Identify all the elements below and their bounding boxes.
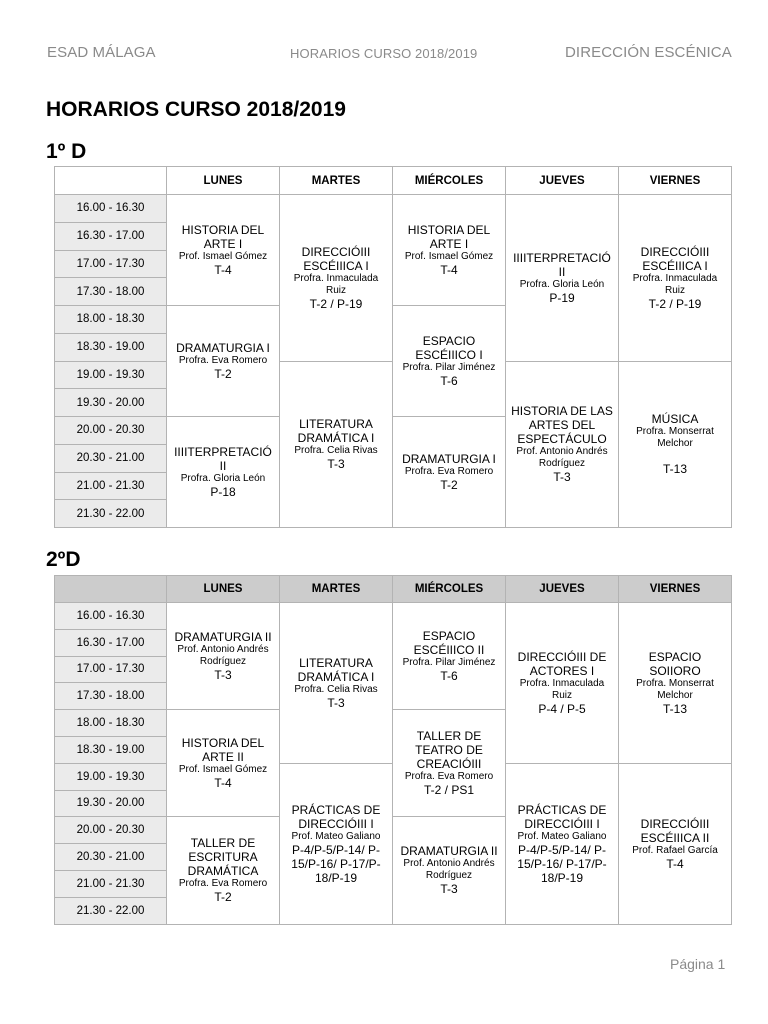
class-block — [167, 710, 280, 817]
class-block — [393, 417, 506, 528]
subject-name: DRAMATURGIA II — [174, 630, 272, 645]
time-row — [55, 603, 732, 630]
room-code: T-2 / P-19 — [309, 296, 363, 311]
room-code: P-4/P-5/P-14/ P-15/P-16/ P-17/P-18/P-19 — [291, 842, 381, 885]
professor-name: Prof. Ismael Gómez — [178, 251, 268, 262]
time-slot: 16.30 - 17.00 — [55, 222, 167, 250]
subject-name: LITERATURA DRAMÁTICA I — [297, 655, 375, 684]
class-block — [167, 603, 280, 710]
time-slot: 18.30 - 19.00 — [55, 736, 167, 763]
subject-name: PRÁCTICAS DE DIRECCIÓIII I — [517, 802, 607, 831]
subject-name: LITERATURA DRAMÁTICA I — [297, 417, 375, 446]
time-slot: 17.30 - 18.00 — [55, 683, 167, 710]
room-code: T-2 / P-19 — [648, 296, 702, 311]
room-code: P-19 — [549, 290, 575, 305]
time-slot: 16.00 - 16.30 — [55, 603, 167, 630]
time-slot: 21.30 - 22.00 — [55, 897, 167, 924]
subject-name: DIRECCIÓIII DE ACTORES I — [517, 649, 607, 678]
professor-name: Profra. Inmaculada Ruiz — [519, 677, 605, 701]
room-code: T-3 — [440, 882, 458, 897]
subject-name: DRAMATURGIA II — [400, 844, 498, 859]
time-slot: 18.30 - 19.00 — [55, 333, 167, 361]
day-header: LUNES — [167, 576, 280, 603]
class-block — [506, 763, 619, 924]
professor-name: Profra. Monserrat Melchor — [636, 426, 714, 450]
time-slot: 16.00 - 16.30 — [55, 195, 167, 223]
day-header: MARTES — [280, 167, 393, 195]
room-code: T-13 — [662, 701, 687, 716]
professor-name: Prof. Antonio Andrés Rodríguez — [403, 858, 495, 882]
day-header: MARTES — [280, 576, 393, 603]
class-block — [619, 361, 732, 528]
subject-name: IIIITERPRETACIÓ II — [174, 445, 272, 473]
header-corner — [55, 576, 167, 603]
day-header: JUEVES — [506, 576, 619, 603]
page-title: HORARIOS CURSO 2018/2019 — [46, 98, 346, 121]
class-block — [280, 361, 393, 528]
time-slot: 20.00 - 20.30 — [55, 417, 167, 445]
professor-name: Profra. Inmaculada Ruiz — [293, 272, 379, 296]
section-title-1d: 1º D — [46, 140, 87, 163]
subject-name: IIIITERPRETACIÓ II — [513, 250, 611, 279]
professor-name: Profra. Inmaculada Ruiz — [632, 272, 718, 296]
subject-name: HISTORIA DEL ARTE II — [181, 736, 265, 765]
time-slot: 21.00 - 21.30 — [55, 870, 167, 897]
time-slot: 21.00 - 21.30 — [55, 472, 167, 500]
room-code: T-4 — [666, 856, 684, 871]
time-slot: 17.00 - 17.30 — [55, 656, 167, 683]
class-block — [393, 710, 506, 817]
time-slot: 18.00 - 18.30 — [55, 710, 167, 737]
day-header-row — [55, 576, 732, 603]
room-code: T-3 — [214, 668, 232, 683]
header-school: ESAD MÁLAGA — [47, 44, 156, 61]
time-slot: 19.00 - 19.30 — [55, 763, 167, 790]
professor-name: Profra. Eva Romero — [404, 466, 494, 477]
professor-name: Prof. Antonio Andrés Rodríguez — [177, 644, 269, 668]
class-block — [393, 603, 506, 710]
subject-name: ESPACIO ESCÉIIICO II — [413, 629, 485, 658]
time-slot: 17.30 - 18.00 — [55, 278, 167, 306]
room-code: T-3 — [327, 457, 345, 472]
subject-name: MÚSICA — [651, 412, 699, 427]
class-block — [393, 195, 506, 306]
day-header: VIERNES — [619, 576, 732, 603]
class-block — [167, 306, 280, 417]
header-course: HORARIOS CURSO 2018/2019 — [290, 46, 478, 61]
day-header: VIERNES — [619, 167, 732, 195]
section-title-2d: 2ºD — [46, 548, 81, 571]
time-slot: 21.30 - 22.00 — [55, 500, 167, 528]
class-block — [167, 195, 280, 306]
room-code: T-4 — [214, 776, 232, 791]
class-block — [619, 603, 732, 764]
day-header: MIÉRCOLES — [393, 167, 506, 195]
header-department: DIRECCIÓN ESCÉNICA — [565, 44, 732, 61]
professor-name: Profra. Eva Romero — [178, 355, 268, 366]
day-header: JUEVES — [506, 167, 619, 195]
class-block — [167, 817, 280, 924]
subject-name: TALLER DE ESCRITURA DRAMÁTICA — [187, 836, 259, 879]
day-header-row — [55, 167, 732, 195]
class-block — [619, 195, 732, 362]
professor-name: Profra. Celia Rivas — [294, 683, 378, 695]
subject-name: ESPACIO SOIIORO — [648, 649, 702, 678]
time-slot: 20.30 - 21.00 — [55, 844, 167, 871]
day-header: LUNES — [167, 167, 280, 195]
page-number: Página 1 — [670, 956, 726, 972]
subject-name: HISTORIA DE LAS ARTES DEL ESPECTÁCULO — [511, 404, 613, 447]
class-block — [393, 817, 506, 924]
time-slot: 16.30 - 17.00 — [55, 629, 167, 656]
room-code: T-6 — [440, 669, 458, 684]
room-code: P-4/P-5/P-14/ P-15/P-16/ P-17/P-18/P-19 — [517, 842, 607, 885]
room-code: P-4 / P-5 — [538, 701, 586, 716]
room-code: T-3 — [327, 695, 345, 710]
subject-name: TALLER DE TEATRO DE CREACIÓIII — [415, 729, 483, 772]
professor-name: Profra. Gloria León — [519, 278, 605, 290]
time-slot: 19.30 - 20.00 — [55, 389, 167, 417]
subject-name: DRAMATURGIA I — [402, 452, 496, 466]
subject-name: ESPACIO ESCÉIIICO I — [415, 334, 483, 362]
room-code: T-6 — [440, 374, 458, 388]
professor-name: Prof. Mateo Galiano — [517, 830, 607, 842]
time-slot: 19.30 - 20.00 — [55, 790, 167, 817]
professor-name: Profra. Eva Romero — [404, 771, 494, 783]
time-slot: 20.30 - 21.00 — [55, 444, 167, 472]
professor-name: Profra. Gloria León — [180, 473, 266, 484]
professor-name: Profra. Eva Romero — [178, 878, 268, 890]
subject-name: DIRECCIÓIII ESCÉIIICA I — [301, 244, 371, 273]
time-row — [55, 195, 732, 223]
professor-name: Profra. Pilar Jiménez — [402, 362, 496, 373]
class-block — [280, 763, 393, 924]
subject-name: DIRECCIÓIII ESCÉIIICA I — [640, 244, 710, 273]
day-header: MIÉRCOLES — [393, 576, 506, 603]
schedule-table-2d — [54, 575, 732, 925]
room-code: T-2 — [214, 367, 232, 381]
class-block — [280, 195, 393, 362]
room-code: P-18 — [210, 485, 236, 499]
professor-name: Prof. Ismael Gómez — [178, 764, 268, 776]
room-code: T-2 / PS1 — [423, 783, 475, 798]
class-block — [393, 306, 506, 417]
class-block — [280, 603, 393, 764]
class-block — [619, 763, 732, 924]
professor-name: Profra. Celia Rivas — [294, 445, 378, 457]
time-slot: 20.00 - 20.30 — [55, 817, 167, 844]
class-block — [506, 195, 619, 362]
schedule-table-1d — [54, 166, 732, 528]
time-slot: 19.00 - 19.30 — [55, 361, 167, 389]
subject-name: DRAMATURGIA I — [176, 341, 270, 355]
header-corner — [55, 167, 167, 195]
professor-name: Prof. Mateo Galiano — [291, 830, 381, 842]
room-code: T-3 — [553, 470, 571, 485]
subject-name: HISTORIA DEL ARTE I — [181, 223, 265, 251]
time-slot: 17.00 - 17.30 — [55, 250, 167, 278]
professor-name: Profra. Monserrat Melchor — [636, 677, 714, 701]
class-block — [167, 417, 280, 528]
subject-name: HISTORIA DEL ARTE I — [407, 223, 491, 251]
time-slot: 18.00 - 18.30 — [55, 306, 167, 334]
class-block — [506, 361, 619, 528]
room-code: T-13 — [662, 462, 687, 477]
room-code: T-4 — [440, 263, 458, 277]
professor-name: Profra. Pilar Jiménez — [402, 657, 496, 669]
room-code: T-2 — [440, 478, 458, 492]
professor-name: Prof. Ismael Gómez — [404, 251, 494, 262]
room-code: T-2 — [214, 890, 232, 905]
professor-name: Prof. Rafael García — [632, 844, 718, 856]
subject-name: DIRECCIÓIII ESCÉIIICA II — [640, 816, 710, 845]
room-code: T-4 — [214, 263, 232, 277]
subject-name: PRÁCTICAS DE DIRECCIÓIII I — [291, 802, 381, 831]
professor-name: Prof. Antonio Andrés Rodríguez — [516, 446, 608, 470]
class-block — [506, 603, 619, 764]
